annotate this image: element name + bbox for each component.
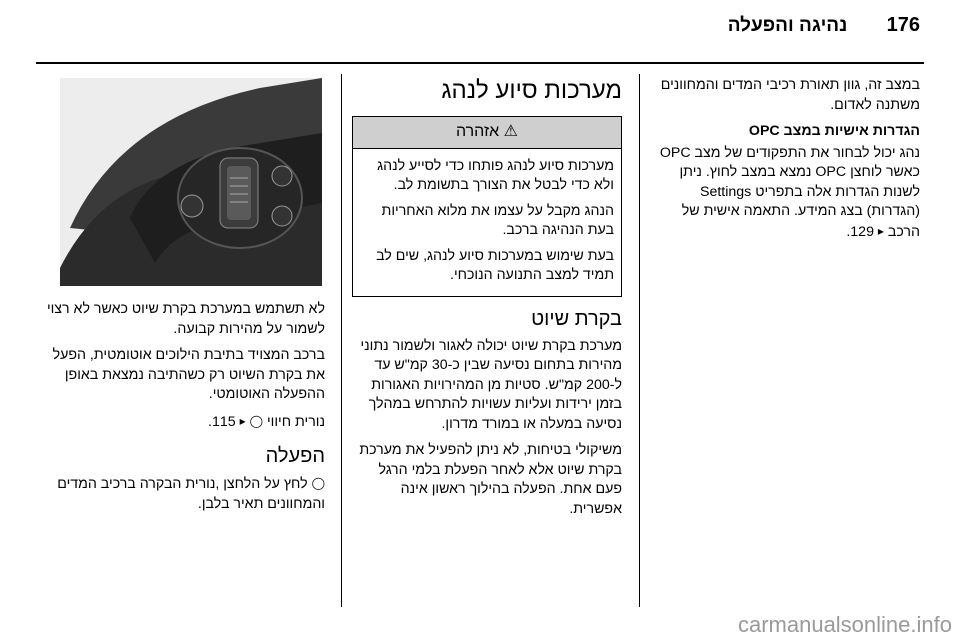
paragraph-automatic-gearbox: ברכב המצויד בתיבת הילוכים אוטומטית, הפעל את בקרת השיוט רק כשהתיבה נמצאת באופן ההפעלה האוטומטי. <box>52 347 325 402</box>
page-header <box>728 14 920 37</box>
heading-cruise-control: בקרת שיוט <box>531 307 622 330</box>
warning-label: אזהרה <box>455 123 500 140</box>
warning-paragraph-1: מערכות סיוע לנהג פותחו כדי לסייע לנהג ולא כדי לבטל את הצורך בתשומת לב. <box>377 157 614 193</box>
paragraph-cruise-safety: משיקולי בטיחות, לא ניתן להפעיל את מערכת בקרת שיוט אלא לאחר הפעלת בלמי הרגל פעם אחת. הפעלה בהילוך ראשון אינה אפשרית. <box>359 442 622 517</box>
section-title-driver-assistance: מערכות סיוע לנהג <box>441 77 622 104</box>
column-divider-left <box>341 74 342 607</box>
steering-wheel-illustration <box>60 78 322 286</box>
warning-paragraph-2: הנהג מקבל על עצמו את מלוא האחריות בעת הנהיגה ברכב. <box>381 202 614 238</box>
paragraph-no-constant-speed: לא תשתמש במערכת בקרת שיוט כאשר לא רצוי לשמור על מהירות קבועה. <box>46 301 325 337</box>
middle-column <box>352 76 622 526</box>
chapter-title: נהיגה והפעלה <box>727 15 848 36</box>
warning-body <box>353 149 621 296</box>
indicator-ref: 115. <box>208 413 236 430</box>
cruise-control-icon: ◯ <box>249 413 264 428</box>
heading-opc-settings: הגדרות אישיות במצב OPC <box>748 123 920 139</box>
opc-settings-ref: 129. <box>846 223 874 240</box>
column-divider-right <box>639 74 640 607</box>
page-reference-icon: ▸ <box>239 413 246 428</box>
paragraph-red-mode: במצב זה, גוון תאורת רכיבי המדים והמחוונים משתנה לאדום. <box>660 77 920 113</box>
opc-settings-text: נהג יכול לבחור את התפקודים של מצב OPC כאשר לוחצן OPC נמצא במצב לחוץ. ניתן לשנות הגדרות אלה בתפריט Settings (הגדרות) בצג המידע. התאמה אישית של הרכב <box>659 144 920 240</box>
paragraph-opc-settings <box>654 144 920 243</box>
watermark: carmanualsonline.info <box>737 612 952 637</box>
warning-paragraph-3: בעת שימוש במערכות סיוע לנהג, שים לב תמיד למצב התנועה הנוכחי. <box>376 247 614 283</box>
paragraph-activation <box>40 474 325 514</box>
warning-triangle-icon: ⚠ <box>503 123 519 140</box>
paragraph-cruise-speed-range: מערכת בקרת שיוט יכולה לאגור ולשמור נתוני מהירות בתחום נסיעה שבין כ-30 קמ"ש עד ל-200 קמ"ש. סטיות מן המהירויות האגורות בזמן ירידות ועליות עשויות להתרחש במהלך נסיעה במעלה או במורד מדרון. <box>360 337 622 432</box>
left-column <box>40 300 325 521</box>
warning-box <box>352 116 622 297</box>
page-number: 176 <box>886 14 920 36</box>
warning-header <box>353 117 621 149</box>
activation-text: לחץ על הלחצן ,נורית הבקרה ברכיב המדים והמחוונים תאיר בלבן. <box>57 476 325 512</box>
page-reference-icon: ▸ <box>877 223 884 238</box>
cruise-control-icon: ◯ <box>311 476 325 490</box>
header-rule <box>36 62 924 64</box>
indicator-label: נורית חיווי <box>266 413 325 430</box>
right-column <box>654 76 920 249</box>
paragraph-indicator-ref <box>40 412 325 433</box>
heading-activation: הפעלה <box>265 445 325 467</box>
steering-wheel-photo <box>60 78 322 286</box>
